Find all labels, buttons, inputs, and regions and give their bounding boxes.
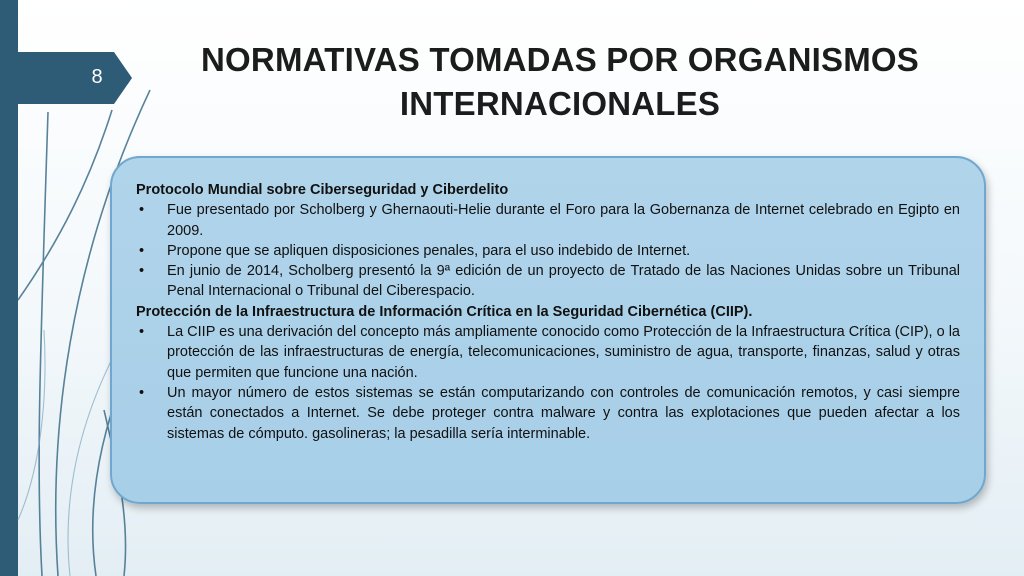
content-box	[110, 156, 986, 504]
bullet-item	[136, 200, 960, 241]
bullet-item	[136, 241, 960, 261]
slide-title: NORMATIVAS TOMADAS POR ORGANISMOS INTERNACIONALES	[201, 41, 919, 122]
bullet-text: Propone que se apliquen disposiciones penales, para el uso indebido de Internet.	[167, 242, 691, 259]
bullet-item	[136, 261, 960, 302]
bullet-item	[136, 383, 960, 444]
bullet-list	[136, 200, 960, 301]
bullet-glyph: •	[139, 324, 145, 341]
slide-number-badge	[0, 52, 132, 104]
bullet-glyph: •	[139, 384, 145, 401]
bullet-text: Fue presentado por Scholberg y Ghernaouti-Helie durante el Foro para la Gobernanza de Internet celebrado en Egipto en 2009.	[167, 202, 960, 239]
bullet-glyph: •	[139, 242, 145, 259]
section-heading: Protocolo Mundial sobre Ciberseguridad y Ciberdelito	[136, 182, 509, 198]
bullet-text: La CIIP es una derivación del concepto más ampliamente conocido como Protección de la Infraestructura Crítica (CIP), o la protección de las infraestructuras de energía, telecomunicaciones, suministro de agua, transporte, finanzas, salud y otras que permiten que funcione una nación.	[167, 324, 960, 381]
bullet-list	[136, 322, 960, 444]
slide-number: 8	[91, 66, 103, 88]
section-heading: Protección de la Infraestructura de Información Crítica en la Seguridad Cibernética (CIIP).	[136, 303, 753, 320]
bullet-glyph: •	[139, 263, 145, 280]
bullet-item	[136, 322, 960, 383]
bullet-glyph: •	[139, 202, 145, 219]
bullet-text: Un mayor número de estos sistemas se están computarizando con controles de comunicación remotos, y casi siempre están conectados a Internet. Se debe proteger contra malware y contra las explotaciones que pueden afectar a los sistemas de cómputo. gasolineras; la pesadilla sería interminable.	[167, 384, 960, 442]
bullet-text: En junio de 2014, Scholberg presentó la 9ª edición de un proyecto de Tratado de las Naciones Unidas sobre un Tribunal Penal Internacional o Tribunal del Ciberespacio.	[167, 263, 960, 300]
